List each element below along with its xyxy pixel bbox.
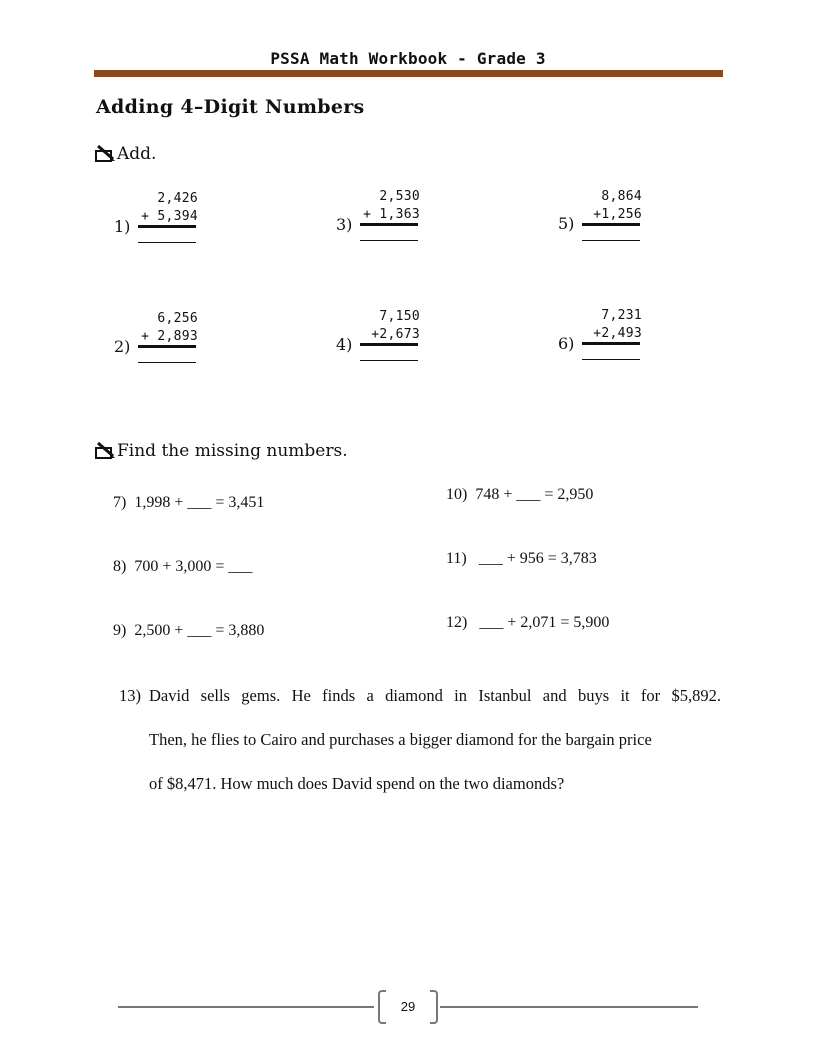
missing-problem-12: 12) ___ + 2,071 = 5,900: [446, 614, 610, 631]
workbook-title: PSSA Math Workbook - Grade 3: [270, 49, 546, 68]
header-rule: [94, 70, 723, 77]
add-problem-6: [558, 308, 668, 388]
sum-bar: [138, 225, 196, 228]
left-bracket: [378, 990, 386, 1024]
add-problem-3: [336, 189, 446, 269]
problem-number: 3): [336, 215, 353, 234]
top-number: 7,231: [601, 308, 642, 323]
page-number-box: [378, 990, 438, 1024]
addend: + 2,893: [141, 329, 198, 344]
instruction-add-text: Add.: [117, 144, 157, 164]
missing-problem-11: 11) ___ + 956 = 3,783: [446, 550, 597, 567]
missing-problem-7: 7) 1,998 + ___ = 3,451: [113, 494, 265, 511]
problem-number: 13): [119, 686, 141, 705]
missing-problem-8: 8) 700 + 3,000 = ___: [113, 558, 253, 575]
addend: +2,673: [371, 327, 420, 342]
answer-line[interactable]: [360, 240, 418, 241]
problem-number: 4): [336, 335, 353, 354]
add-problem-1: [114, 191, 224, 271]
top-number: 7,150: [379, 309, 420, 324]
add-problem-2: [114, 311, 224, 391]
addend: +2,493: [593, 326, 642, 341]
sum-bar: [360, 343, 418, 346]
addend: +1,256: [593, 207, 642, 222]
top-number: 2,530: [379, 189, 420, 204]
footer-rule-right: [440, 1006, 698, 1008]
right-bracket: [430, 990, 438, 1024]
footer-rule-left: [118, 1006, 374, 1008]
pencil-paper-icon: [95, 441, 117, 461]
answer-line[interactable]: [138, 362, 196, 363]
instruction-add: [95, 144, 156, 164]
page-number: 29: [400, 999, 416, 1014]
word-problem-line: Then, he flies to Cairo and purchases a bigger diamond for the bargain price: [149, 730, 652, 749]
add-problem-4: [336, 309, 446, 389]
top-number: 8,864: [601, 189, 642, 204]
add-problem-5: [558, 189, 668, 269]
word-problem-line: of $8,471. How much does David spend on the two diamonds?: [149, 774, 565, 793]
addend: + 5,394: [141, 209, 198, 224]
instruction-missing-text: Find the missing numbers.: [117, 441, 348, 461]
sum-bar: [360, 223, 418, 226]
instruction-missing: [95, 441, 348, 461]
problem-number: 1): [114, 217, 131, 236]
pencil-paper-icon: [95, 144, 117, 164]
problem-number: 6): [558, 334, 575, 353]
answer-line[interactable]: [582, 240, 640, 241]
missing-problem-9: 9) 2,500 + ___ = 3,880: [113, 622, 265, 639]
top-number: 2,426: [157, 191, 198, 206]
addend: + 1,363: [363, 207, 420, 222]
word-problem-line: David sells gems. He finds a diamond in Istanbul and buys it for $5,892.: [149, 686, 721, 705]
section-title: Adding 4–Digit Numbers: [96, 96, 365, 118]
answer-line[interactable]: [360, 360, 418, 361]
problem-number: 5): [558, 214, 575, 233]
missing-problem-10: 10) 748 + ___ = 2,950: [446, 486, 594, 503]
sum-bar: [138, 345, 196, 348]
sum-bar: [582, 342, 640, 345]
sum-bar: [582, 223, 640, 226]
problem-number: 2): [114, 337, 131, 356]
top-number: 6,256: [157, 311, 198, 326]
answer-line[interactable]: [138, 242, 196, 243]
answer-line[interactable]: [582, 359, 640, 360]
